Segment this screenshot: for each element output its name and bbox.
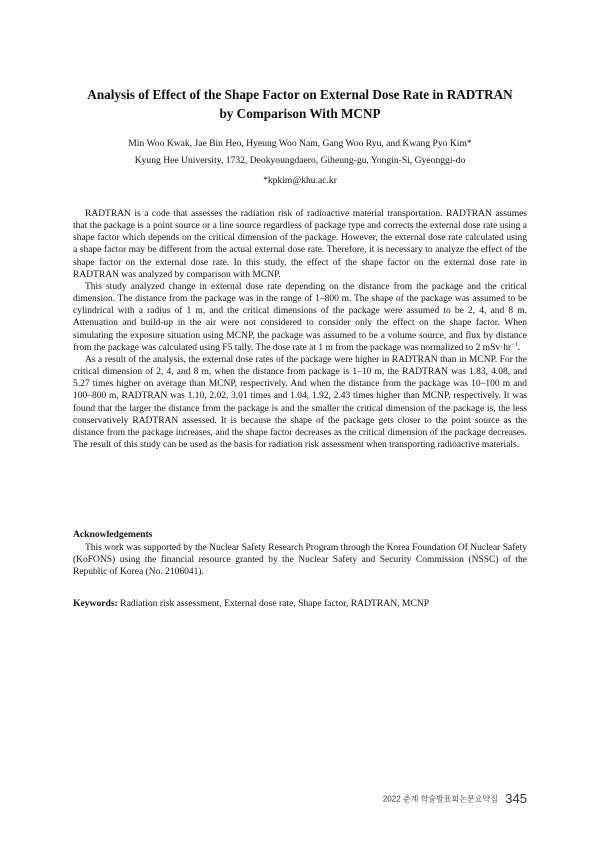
unit-superscript: −1 [511,341,518,348]
keywords [73,598,527,610]
abstract [73,208,527,451]
abstract-paragraph-1: RADTRAN is a code that assesses the radiation risk of radioactive material transportation. RADTRAN assumes that the package is a point source or a line source regardless of package type and corrects the external dose rate using a shape factor which depends on the critical dimension of the package. However, the external dose rate calculated using a shape factor may be different from the actual external dose rate. Therefore, it is necessary to analyze the effect of the shape factor on the external dose rate. In this study, the effect of the shape factor on the external dose rate in RADTRAN was analyzed by comparison with MCNP. [73,209,527,280]
page-footer [383,790,527,808]
abstract-paragraph-3: As a result of the analysis, the external dose rates of the package were higher in RADTRAN than in MCNP. For the critical dimension of 2, 4, and 8 m, when the distance from package is 1–10 m, the RADTRAN was 1.83, 4.08, and 5.27 times higher on average than MCNP, respectively. And when the distance from the package was 10–100 m and 100–800 m, RADTRAN was 1.10, 2.02, 3.01 times and 1.04, 1.92, 2.43 times higher than MCNP, respectively. It was found that the larger the distance from the package is and the smaller the critical dimension of the package is, the less conservatively RADTRAN assessed. It is because the shape of the package gets closer to the point source as the distance from the package increases, and the shape factor decreases as the critical dimension of the package decreases. The result of this study can be used as the basis for radiation risk assessment when transporting radioactive materials. [73,354,527,450]
title-line-1: Analysis of Effect of the Shape Factor on External Dose Rate in RADTRAN [87,87,513,102]
page-number: 345 [505,791,527,807]
acknowledgements-heading: Acknowledgements [73,529,153,540]
acknowledgements-body: This work was supported by the Nuclear Safety Research Program through the Korea Foundation Of Nuclear Safety (KoFONS) using the financial resource granted by the Nuclear Safety and Security Commission (NSSC) of the Republic of Korea (No. 2106041). [73,543,527,578]
conference-name: 2022 춘계 학술발표회논문요약집 [382,794,498,804]
affiliation: Kyung Hee University, 1732, Deokyoungdaero, Giheung-gu, Yongin-Si, Gyeonggi-do [134,155,466,166]
corresponding-email: *kpkim@khu.ac.kr [263,175,337,186]
paper-title [60,85,540,123]
abstract-paragraph-2-text: This study analyzed change in external dose rate depending on the distance from the package and the critical dimension. The distance from the package was in the range of 1–800 m. The shape of the package was assumed to be cylindrical with a radius of 1 m, and the critical dimensions of the package were assumed to be 2, 4, and 8 m. Attenuation and build-up in the air were not considered to consider only the effect on the shape factor. When simulating the exposure situation using MCNP, the package was assumed to be a volume source, and flux by distance from the package was calculated using F5 tally. The dose rate at 1 m from the package was normalized to 2 mSv·hr [73,281,527,353]
abstract-paragraph-2-end: . [517,342,520,353]
keywords-label: Keywords: [73,598,118,609]
author-list: Min Woo Kwak, Jae Bin Heo, Hyeung Woo Nam, Gang Woo Ryu, and Kwang Pyo Kim* [128,138,472,149]
title-line-2: by Comparison With MCNP [219,106,381,121]
keywords-list: Radiation risk assessment, External dose rate, Shape factor, RADTRAN, MCNP [120,598,430,609]
abstract-paragraph-2 [73,281,527,354]
